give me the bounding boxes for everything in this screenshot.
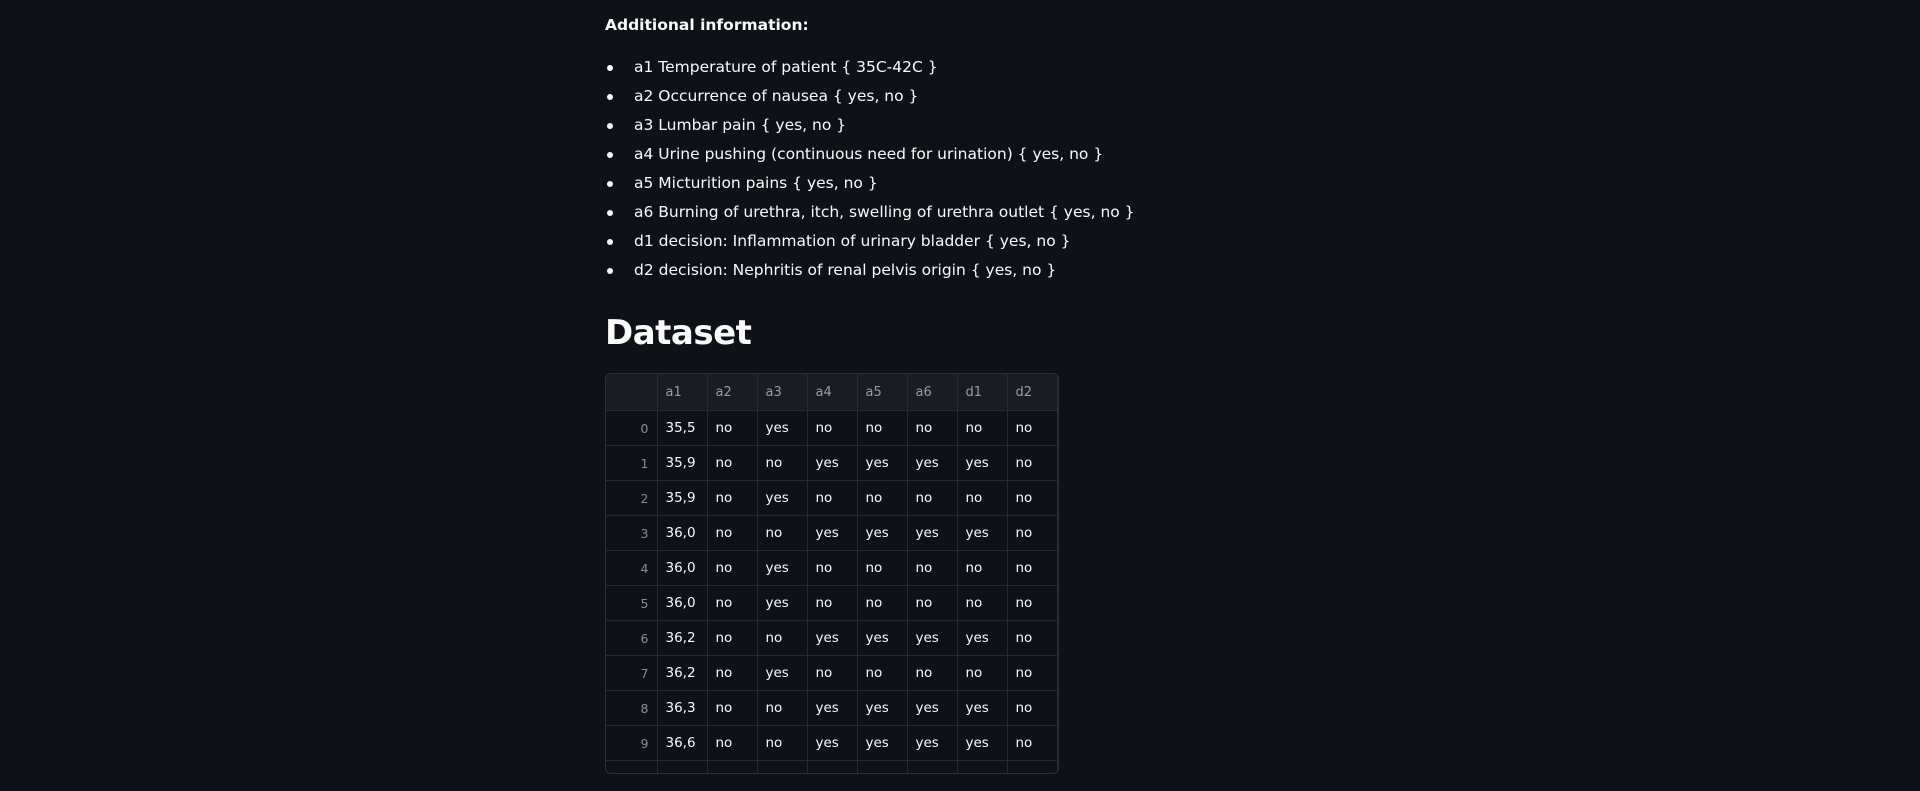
data-grid bbox=[606, 374, 1058, 773]
list-item bbox=[605, 227, 1125, 256]
table-cell[interactable]: 36,2 bbox=[657, 621, 707, 656]
list-item-text: a6 Burning of urethra, itch, swelling of urethra outlet { yes, no } bbox=[634, 203, 1135, 221]
column-header[interactable]: a6 bbox=[907, 374, 957, 411]
bullet-icon bbox=[607, 268, 613, 274]
table-cell[interactable]: no bbox=[857, 656, 907, 691]
table-cell[interactable]: no bbox=[707, 726, 757, 761]
row-index: 0 bbox=[606, 411, 657, 446]
table-cell[interactable]: no bbox=[907, 586, 957, 621]
row-index: 1 bbox=[606, 446, 657, 481]
table-row bbox=[606, 586, 1057, 621]
table-cell[interactable]: no bbox=[907, 481, 957, 516]
list-item-text: a5 Micturition pains { yes, no } bbox=[634, 174, 878, 192]
table-cell[interactable]: no bbox=[757, 621, 807, 656]
table-cell[interactable]: no bbox=[1007, 481, 1057, 516]
table-cell[interactable]: no bbox=[1007, 726, 1057, 761]
row-index: 8 bbox=[606, 691, 657, 726]
table-cell[interactable]: yes bbox=[857, 446, 907, 481]
column-header[interactable]: a2 bbox=[707, 374, 757, 411]
table-cell[interactable]: no bbox=[707, 551, 757, 586]
table-cell[interactable]: yes bbox=[857, 726, 907, 761]
table-header-row bbox=[606, 374, 1057, 411]
table-cell[interactable]: no bbox=[957, 481, 1007, 516]
table-cell[interactable]: no bbox=[707, 446, 757, 481]
list-item bbox=[605, 140, 1125, 169]
table-cell[interactable]: yes bbox=[757, 411, 807, 446]
table-cell[interactable]: no bbox=[957, 586, 1007, 621]
table-cell-partial bbox=[707, 761, 757, 774]
list-item bbox=[605, 256, 1125, 285]
row-index: 5 bbox=[606, 586, 657, 621]
table-cell[interactable]: 36,6 bbox=[657, 726, 707, 761]
table-cell[interactable]: yes bbox=[957, 446, 1007, 481]
table-row bbox=[606, 691, 1057, 726]
table-cell[interactable]: no bbox=[1007, 516, 1057, 551]
table-cell[interactable]: no bbox=[807, 656, 857, 691]
table-cell[interactable]: yes bbox=[907, 516, 957, 551]
table-cell[interactable]: 35,9 bbox=[657, 481, 707, 516]
table-cell[interactable]: no bbox=[907, 411, 957, 446]
list-item-text: a3 Lumbar pain { yes, no } bbox=[634, 116, 847, 134]
table-cell[interactable]: no bbox=[857, 481, 907, 516]
table-cell-partial bbox=[907, 761, 957, 774]
table-cell[interactable]: yes bbox=[907, 726, 957, 761]
table-cell-partial bbox=[657, 761, 707, 774]
table-cell[interactable]: yes bbox=[957, 621, 1007, 656]
table-cell[interactable]: yes bbox=[757, 586, 807, 621]
table-cell[interactable]: no bbox=[807, 551, 857, 586]
table-cell[interactable]: 36,3 bbox=[657, 691, 707, 726]
column-header[interactable]: d1 bbox=[957, 374, 1007, 411]
table-cell[interactable]: no bbox=[957, 551, 1007, 586]
table-cell[interactable]: yes bbox=[957, 516, 1007, 551]
column-header[interactable]: a3 bbox=[757, 374, 807, 411]
row-index: 9 bbox=[606, 726, 657, 761]
table-cell[interactable]: no bbox=[907, 656, 957, 691]
table-cell[interactable]: no bbox=[707, 411, 757, 446]
table-cell[interactable]: yes bbox=[757, 481, 807, 516]
bullet-icon bbox=[607, 152, 613, 158]
dataframe-table[interactable] bbox=[605, 373, 1059, 774]
table-cell[interactable]: no bbox=[1007, 621, 1057, 656]
table-cell[interactable]: no bbox=[757, 446, 807, 481]
bullet-icon bbox=[607, 94, 613, 100]
table-cell[interactable]: yes bbox=[757, 656, 807, 691]
table-row bbox=[606, 726, 1057, 761]
table-cell[interactable]: yes bbox=[907, 621, 957, 656]
list-item bbox=[605, 53, 1125, 82]
table-cell[interactable]: yes bbox=[857, 691, 907, 726]
row-index: 3 bbox=[606, 516, 657, 551]
table-cell[interactable]: yes bbox=[807, 446, 857, 481]
table-cell[interactable]: no bbox=[707, 516, 757, 551]
bullet-icon bbox=[607, 181, 613, 187]
table-cell[interactable]: no bbox=[857, 411, 907, 446]
table-cell[interactable]: yes bbox=[807, 621, 857, 656]
table-cell[interactable]: 35,5 bbox=[657, 411, 707, 446]
row-index: 6 bbox=[606, 621, 657, 656]
row-index: 2 bbox=[606, 481, 657, 516]
row-index: 7 bbox=[606, 656, 657, 691]
list-item-text: a1 Temperature of patient { 35C-42C } bbox=[634, 58, 938, 76]
table-cell[interactable]: yes bbox=[807, 726, 857, 761]
bullet-icon bbox=[607, 123, 613, 129]
table-cell[interactable]: no bbox=[857, 551, 907, 586]
table-row bbox=[606, 551, 1057, 586]
index-header bbox=[606, 374, 657, 411]
table-cell[interactable]: no bbox=[1007, 551, 1057, 586]
table-cell[interactable]: no bbox=[957, 656, 1007, 691]
additional-info-heading: Additional information: bbox=[605, 16, 809, 34]
dataset-title: Dataset bbox=[605, 313, 752, 353]
table-cell[interactable]: no bbox=[707, 691, 757, 726]
table-row bbox=[606, 481, 1057, 516]
table-cell-partial bbox=[606, 761, 657, 774]
table-cell[interactable]: yes bbox=[807, 691, 857, 726]
table-cell[interactable]: yes bbox=[757, 551, 807, 586]
table-cell[interactable]: yes bbox=[857, 516, 907, 551]
table-cell[interactable]: no bbox=[907, 551, 957, 586]
table-cell[interactable]: no bbox=[1007, 656, 1057, 691]
table-cell[interactable]: yes bbox=[807, 516, 857, 551]
table-cell-partial bbox=[1007, 761, 1057, 774]
column-header[interactable]: a5 bbox=[857, 374, 907, 411]
table-cell[interactable]: yes bbox=[957, 726, 1007, 761]
table-row bbox=[606, 516, 1057, 551]
table-cell[interactable]: no bbox=[807, 481, 857, 516]
table-cell[interactable]: yes bbox=[957, 691, 1007, 726]
list-item bbox=[605, 82, 1125, 111]
table-cell[interactable]: no bbox=[1007, 691, 1057, 726]
table-body bbox=[606, 411, 1057, 774]
row-index: 4 bbox=[606, 551, 657, 586]
column-header[interactable]: a1 bbox=[657, 374, 707, 411]
table-cell[interactable]: 36,2 bbox=[657, 656, 707, 691]
list-item-text: d2 decision: Nephritis of renal pelvis origin { yes, no } bbox=[634, 261, 1057, 279]
table-cell-partial bbox=[957, 761, 1007, 774]
bullet-icon bbox=[607, 210, 613, 216]
table-cell[interactable]: no bbox=[707, 621, 757, 656]
table-row-partial bbox=[606, 761, 1057, 774]
bullet-icon bbox=[607, 65, 613, 71]
table-cell[interactable]: no bbox=[757, 691, 807, 726]
table-cell[interactable]: no bbox=[807, 586, 857, 621]
table-cell-partial bbox=[807, 761, 857, 774]
list-item-text: a4 Urine pushing (continuous need for urination) { yes, no } bbox=[634, 145, 1104, 163]
table-cell[interactable]: yes bbox=[907, 446, 957, 481]
list-item bbox=[605, 198, 1135, 227]
table-cell[interactable]: no bbox=[707, 656, 757, 691]
table-cell[interactable]: no bbox=[1007, 411, 1057, 446]
list-item-text: d1 decision: Inflammation of urinary bladder { yes, no } bbox=[634, 232, 1071, 250]
table-cell[interactable]: 36,0 bbox=[657, 586, 707, 621]
table-cell[interactable]: no bbox=[807, 411, 857, 446]
column-header[interactable]: d2 bbox=[1007, 374, 1057, 411]
table-row bbox=[606, 656, 1057, 691]
table-cell[interactable]: 36,0 bbox=[657, 516, 707, 551]
table-cell-partial bbox=[757, 761, 807, 774]
table-cell[interactable]: no bbox=[707, 586, 757, 621]
table-cell[interactable]: no bbox=[957, 411, 1007, 446]
table-cell[interactable]: no bbox=[707, 481, 757, 516]
table-cell[interactable]: yes bbox=[857, 621, 907, 656]
list-item bbox=[605, 111, 1125, 140]
list-item-text: a2 Occurrence of nausea { yes, no } bbox=[634, 87, 919, 105]
table-cell[interactable]: 35,9 bbox=[657, 446, 707, 481]
table-cell[interactable]: no bbox=[1007, 586, 1057, 621]
table-cell-partial bbox=[857, 761, 907, 774]
table-cell[interactable]: no bbox=[757, 726, 807, 761]
table-cell[interactable]: no bbox=[1007, 446, 1057, 481]
column-header[interactable]: a4 bbox=[807, 374, 857, 411]
table-cell[interactable]: no bbox=[757, 516, 807, 551]
table-row bbox=[606, 411, 1057, 446]
table-cell[interactable]: no bbox=[857, 586, 907, 621]
table-cell[interactable]: 36,0 bbox=[657, 551, 707, 586]
table-row bbox=[606, 621, 1057, 656]
list-item bbox=[605, 169, 1125, 198]
attribute-list bbox=[605, 53, 1135, 285]
table-cell[interactable]: yes bbox=[907, 691, 957, 726]
bullet-icon bbox=[607, 239, 613, 245]
table-row bbox=[606, 446, 1057, 481]
